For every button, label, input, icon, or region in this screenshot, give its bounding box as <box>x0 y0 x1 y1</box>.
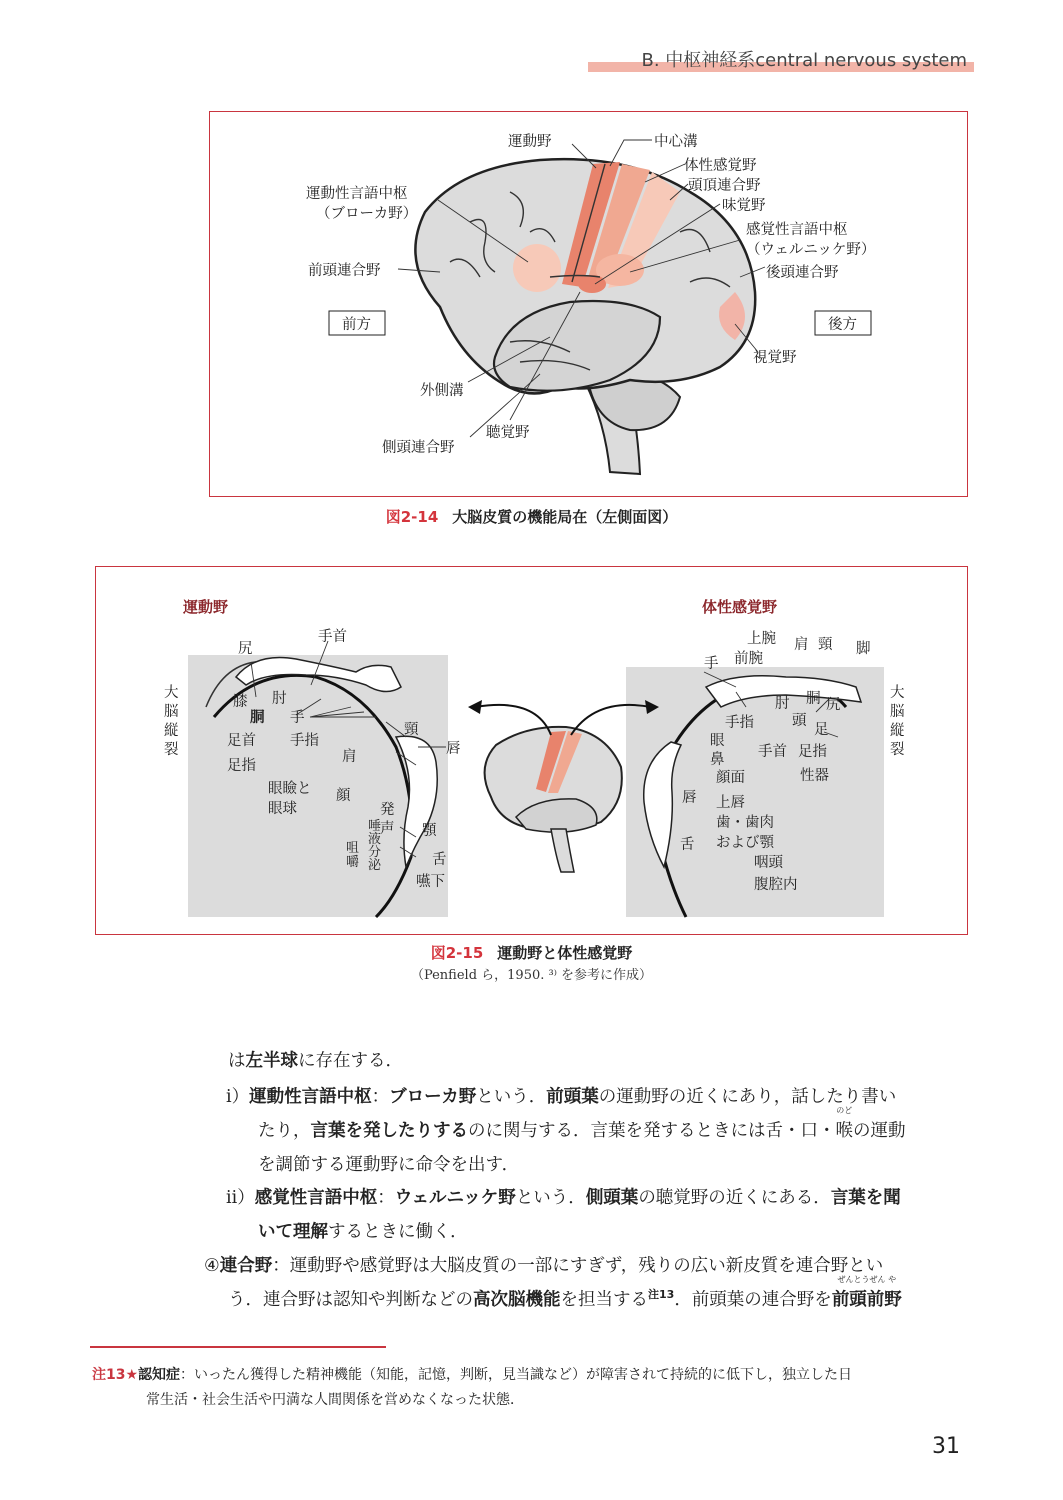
label-wernicke-1: 感覚性言語中枢 <box>746 222 848 238</box>
motor-fissure-3: 縦 <box>164 723 179 739</box>
motor-fissure-4: 裂 <box>164 742 179 758</box>
sensory-label-gums-1: 歯・歯肉 <box>716 815 774 831</box>
ruby-throat: 喉 のど <box>835 1106 853 1141</box>
sensory-label-hand: 手 <box>704 656 719 672</box>
sensory-label-fingers: 手指 <box>725 715 754 731</box>
motor-label-jaw: 顎 <box>422 823 437 839</box>
motor-label-wrist: 手首 <box>318 629 347 645</box>
label-auditory: 聴覚野 <box>486 425 530 441</box>
body-line-2: ⅰ）運動性言語中枢：ブローカ野という．前頭葉の運動野の近くにあり，話したり書い <box>226 1087 897 1107</box>
motor-label-saliva-1: 唾 <box>368 819 382 834</box>
label-temporal-assoc: 側頭連合野 <box>382 440 455 456</box>
body-line-6: いて理解するときに働く． <box>258 1222 468 1242</box>
body-line-4: を調節する運動野に命令を出す． <box>258 1155 520 1175</box>
motor-label-eyelid-1: 眼瞼と <box>268 781 312 797</box>
sensory-fissure-3: 縦 <box>890 723 905 739</box>
caption-2-15-title: 運動野と体性感覚野 <box>497 944 633 962</box>
sensory-title: 体性感覚野 <box>702 598 778 616</box>
motor-label-knee: 膝 <box>233 694 248 710</box>
motor-label-eyelid-2: 眼球 <box>268 801 297 817</box>
motor-label-ankle: 足首 <box>227 733 256 749</box>
motor-label-shoulder: 肩 <box>342 749 357 765</box>
body-line-3: たり，言葉を発したりするのに関与する．言葉を発するときには舌・口・喉 のど の運動 <box>258 1106 906 1141</box>
sensory-label-tongue: 舌 <box>680 837 695 853</box>
motor-label-fingers: 手指 <box>290 733 319 749</box>
label-somatosensory: 体性感覚野 <box>684 158 757 174</box>
sensory-label-elbow: 肘 <box>775 696 790 712</box>
sensory-fissure-4: 裂 <box>890 742 905 758</box>
sensory-label-eye: 眼 <box>710 733 725 749</box>
sensory-label-lips: 唇 <box>682 790 697 806</box>
sensory-label-upper-arm: 上腕 <box>747 631 776 647</box>
sensory-label-leg: 足 <box>814 722 829 738</box>
broca-area <box>513 244 561 292</box>
label-taste: 味覚野 <box>722 198 766 214</box>
sensory-label-upper-lip: 上唇 <box>716 795 745 811</box>
sensory-label-forearm: 前腕 <box>734 651 763 667</box>
motor-label-saliva-3: 分 <box>368 845 382 860</box>
motor-label-swallow: 嚥下 <box>416 874 445 890</box>
motor-label-hand: 手 <box>290 710 305 726</box>
sensory-label-head: 頭 <box>792 713 807 729</box>
label-central-sulcus: 中心溝 <box>654 134 698 150</box>
page-number: 31 <box>932 1434 960 1459</box>
sensory-label-genitals: 性器 <box>800 768 829 784</box>
sensory-fissure-1: 大 <box>890 685 905 701</box>
running-header: B. 中枢神経系central nervous system <box>641 50 967 71</box>
body-line-1: は左半球に存在する． <box>228 1051 403 1071</box>
label-lateral-sulcus: 外側溝 <box>420 383 464 399</box>
motor-label-tongue: 舌 <box>432 852 447 868</box>
footnote-line-2: 常生活・社会生活や円満な人間関係を営めなくなった状態． <box>146 1392 524 1408</box>
sensory-label-pharynx: 咽頭 <box>754 855 783 871</box>
motor-label-elbow: 肘 <box>272 691 287 707</box>
sensory-label-abdomen: 腹腔内 <box>754 877 798 893</box>
sensory-label-hip: 尻 <box>826 697 841 713</box>
figure-2-14 <box>209 111 968 497</box>
motor-label-lips: 唇 <box>446 741 461 757</box>
caption-2-15-number: 図2-15 <box>430 944 484 962</box>
label-broca-1: 運動性言語中枢 <box>306 186 408 202</box>
motor-fissure-1: 大 <box>164 685 179 701</box>
motor-label-voice-2: 声 <box>380 821 395 837</box>
motor-fissure-2: 脳 <box>164 704 179 720</box>
footnote-rule <box>90 1346 386 1348</box>
motor-label-saliva-4: 泌 <box>368 858 382 873</box>
motor-label-toes: 足指 <box>227 758 256 774</box>
motor-label-hip: 尻 <box>238 641 253 657</box>
brain-lateral-diagram <box>210 112 967 496</box>
label-occipital-assoc: 後頭連合野 <box>766 265 839 281</box>
body-line-8: う．連合野は認知や判断などの高次脳機能を担当する$^{注13}$．前頭葉の連合野を前頭前野 ぜんとうぜん や <box>228 1275 902 1310</box>
figure-2-15 <box>95 566 968 935</box>
motor-label-trunk: 胴 <box>250 710 265 726</box>
homunculus-diagram <box>96 567 967 934</box>
motor-label-chew-1: 咀 <box>346 841 360 856</box>
motor-label-saliva-2: 液 <box>368 832 382 847</box>
sensory-label-face: 顔面 <box>716 770 745 786</box>
motor-label-chew-2: 嚼 <box>346 855 360 870</box>
sensory-label-wrist: 手首 <box>758 744 787 760</box>
caption-2-15 <box>0 942 1063 963</box>
sensory-label-nose: 鼻 <box>710 752 725 768</box>
label-motor: 運動野 <box>508 134 552 150</box>
label-visual: 視覚野 <box>753 350 797 366</box>
footnote-line-1: 注13★認知症：いったん獲得した精神機能（知能，記憶，判断，見当識など）が障害されて持続的に低下し，独立した日 <box>92 1367 853 1383</box>
body-line-5: ⅱ）感覚性言語中枢：ウェルニッケ野という．側頭葉の聴覚野の近くにある．言葉を聞 <box>226 1188 901 1208</box>
label-front: 前方 <box>342 317 371 333</box>
label-back: 後方 <box>828 317 857 333</box>
sensory-label-neck: 頸 <box>818 637 833 653</box>
body-line-7: ④連合野：運動野や感覚野は大脳皮質の一部にすぎず，残りの広い新皮質を連合野とい <box>204 1256 884 1276</box>
ruby-prefrontal: 前頭前野 ぜんとうぜん や <box>831 1275 902 1310</box>
label-wernicke-2: （ウェルニッケ野） <box>746 242 876 258</box>
caption-2-14-title: 大脳皮質の機能局在（左側面図） <box>452 508 678 526</box>
motor-label-neck: 頸 <box>404 722 419 738</box>
motor-label-voice-1: 発 <box>380 802 395 818</box>
label-broca-2: （ブローカ野） <box>316 206 418 222</box>
sensory-label-shoulder: 肩 <box>794 637 809 653</box>
caption-2-14 <box>0 506 1063 527</box>
caption-2-14-number: 図2-14 <box>385 508 439 526</box>
sensory-label-trunk: 胴 <box>806 691 821 707</box>
sensory-label-foot: 脚 <box>856 641 871 657</box>
sensory-label-gums-2: および顎 <box>716 835 774 851</box>
label-frontal-assoc: 前頭連合野 <box>308 263 381 279</box>
sensory-fissure-2: 脳 <box>890 704 905 720</box>
sensory-label-toes: 足指 <box>798 744 827 760</box>
motor-title: 運動野 <box>183 598 229 616</box>
label-parietal-assoc: 頭頂連合野 <box>688 178 761 194</box>
motor-label-face: 顔 <box>336 788 351 804</box>
taste-area <box>578 275 606 293</box>
caption-2-15-source: （Penfield ら，1950. ³⁾ を参考に作成） <box>410 968 653 983</box>
